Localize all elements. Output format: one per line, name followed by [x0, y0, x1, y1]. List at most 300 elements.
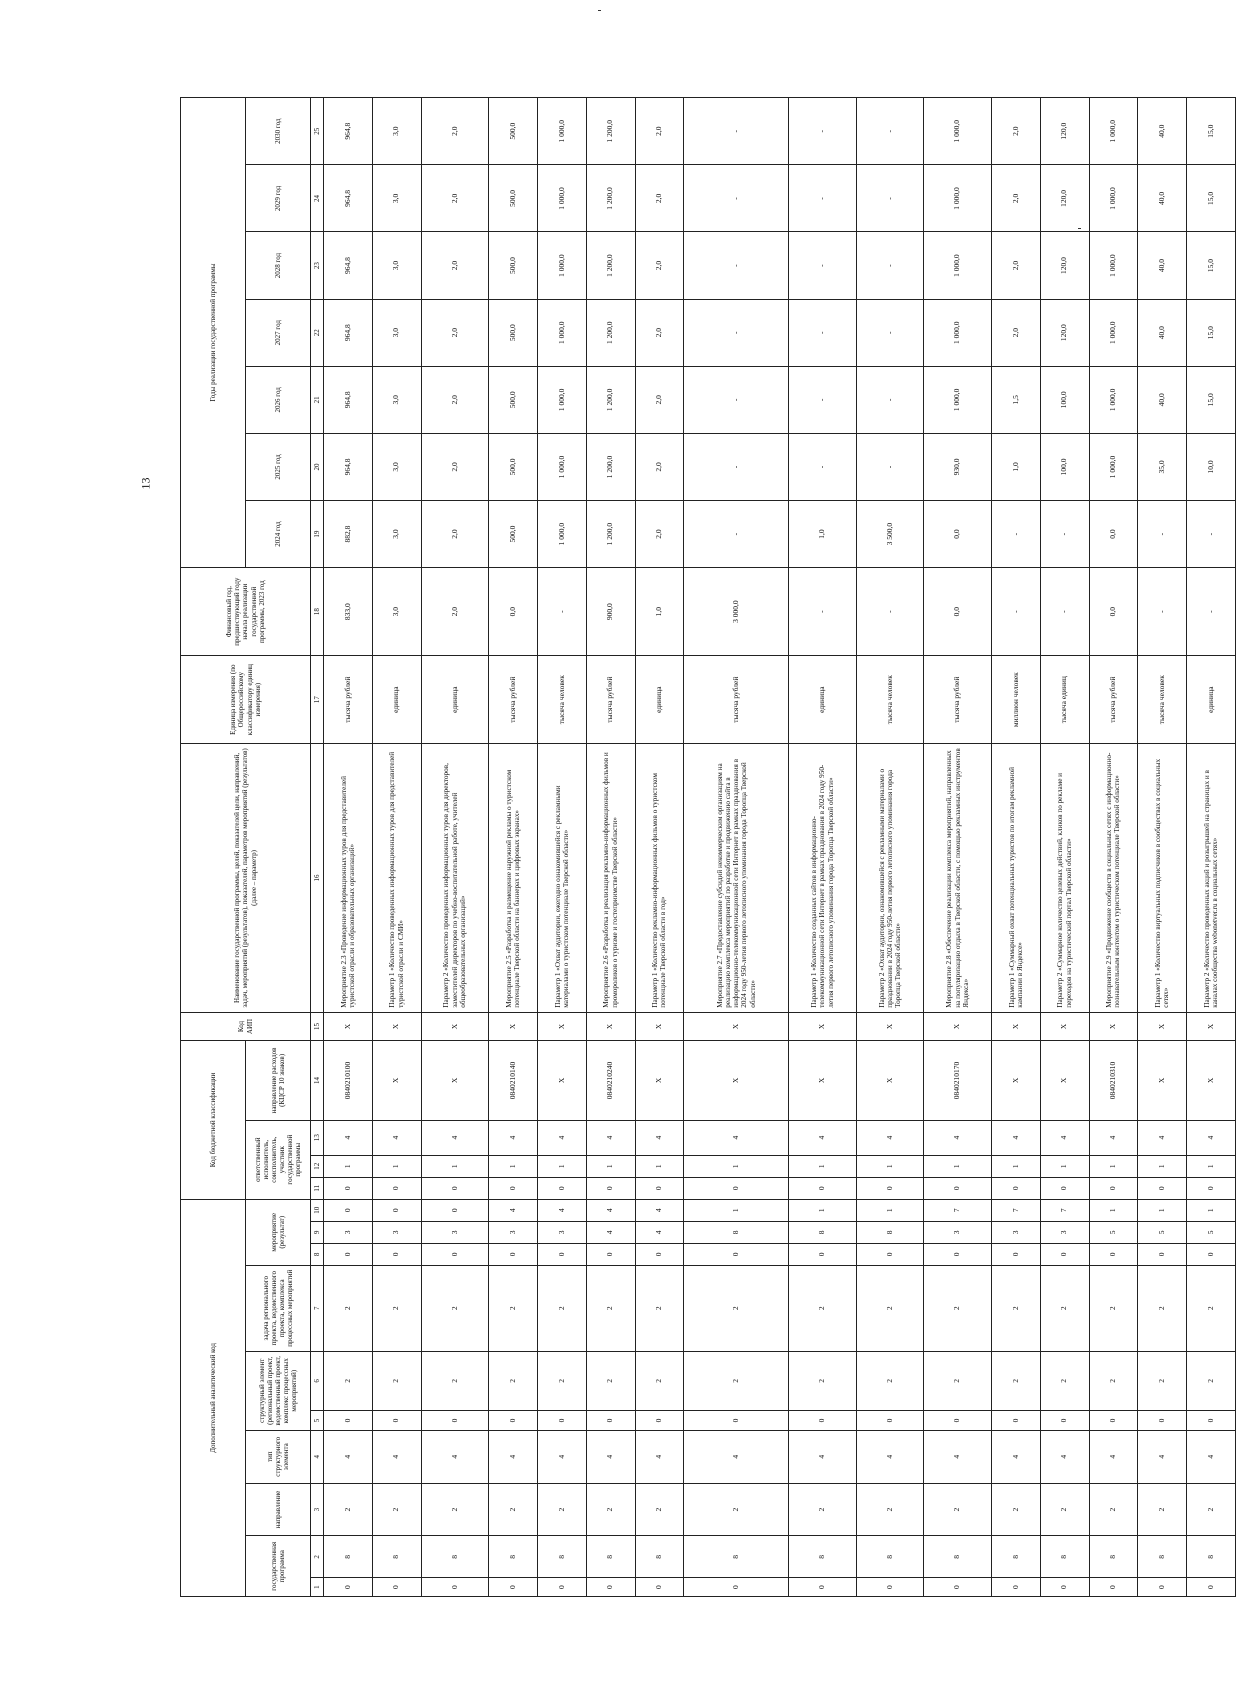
- kcsr-cell: X: [684, 1041, 789, 1120]
- code-cell: 4: [991, 1120, 1040, 1155]
- code-cell: 8: [324, 1536, 373, 1578]
- unit-cell: единица: [372, 656, 421, 744]
- code-cell: 0: [586, 1243, 635, 1265]
- year-value-cell: 964,8: [324, 366, 373, 433]
- column-number: 23: [311, 232, 324, 299]
- table-row: [1089, 98, 1138, 1597]
- unit-cell: единица: [789, 656, 857, 744]
- code-cell: 2: [856, 1265, 924, 1351]
- code-cell: 0: [1040, 1243, 1089, 1265]
- code-cell: 2: [991, 1265, 1040, 1351]
- code-cell: 4: [1089, 1120, 1138, 1155]
- code-cell: 0: [1089, 1177, 1138, 1199]
- year-value-cell: 3,0: [372, 98, 421, 165]
- code-cell: 8: [684, 1221, 789, 1243]
- code-cell: 8: [1040, 1536, 1089, 1578]
- code-cell: 7: [924, 1199, 992, 1221]
- kcsr-cell: X: [1138, 1041, 1187, 1120]
- year-value-cell: 1 000,0: [924, 98, 992, 165]
- year-value-cell: 1 200,0: [586, 165, 635, 232]
- year-value-cell: 2,0: [635, 433, 684, 500]
- code-cell: 0: [489, 1243, 538, 1265]
- code-cell: 0: [421, 1411, 489, 1431]
- column-number: 10: [311, 1199, 324, 1221]
- year-value-cell: 3,0: [372, 299, 421, 366]
- year-value-cell: -: [856, 232, 924, 299]
- table-row: [586, 98, 635, 1597]
- code-cell: 0: [372, 1243, 421, 1265]
- unit-cell: тысяча человек: [1138, 656, 1187, 744]
- table-row: [372, 98, 421, 1597]
- header-unit: Единица измерения (по Общероссийскому классификатору единиц измерения): [181, 656, 311, 744]
- year-value-cell: 500,0: [489, 433, 538, 500]
- code-cell: 4: [324, 1430, 373, 1483]
- year-value-cell: 2,0: [635, 232, 684, 299]
- base-year-cell: -: [856, 568, 924, 656]
- code-cell: 0: [924, 1411, 992, 1431]
- code-cell: 0: [1138, 1177, 1187, 1199]
- column-number: 4: [311, 1430, 324, 1483]
- code-cell: 2: [856, 1483, 924, 1536]
- unit-cell: единица: [421, 656, 489, 744]
- year-value-cell: 1 000,0: [1089, 299, 1138, 366]
- year-value-cell: 15,0: [1187, 299, 1236, 366]
- code-cell: 8: [789, 1221, 857, 1243]
- code-cell: 0: [924, 1578, 992, 1597]
- code-cell: 4: [324, 1120, 373, 1155]
- code-cell: 0: [324, 1199, 373, 1221]
- year-value-cell: 2,0: [635, 366, 684, 433]
- year-value-cell: 15,0: [1187, 366, 1236, 433]
- code-cell: 0: [537, 1243, 586, 1265]
- year-value-cell: 1 000,0: [924, 165, 992, 232]
- header-struct-elem: структурный элемент (региональный проект, ведомственный проект, комплекс процессных мероприятий): [246, 1351, 311, 1430]
- unit-cell: тысяча рублей: [489, 656, 538, 744]
- year-value-cell: -: [789, 366, 857, 433]
- year-value-cell: 882,8: [324, 501, 373, 568]
- code-cell: 4: [1089, 1430, 1138, 1483]
- column-number: 7: [311, 1265, 324, 1351]
- code-cell: 8: [991, 1536, 1040, 1578]
- unit-cell: тысяча человек: [537, 656, 586, 744]
- header-base-year: Финансовый год, предшествующий году начала реализации государственной программы, 2023 год: [181, 568, 311, 656]
- code-cell: 8: [924, 1536, 992, 1578]
- code-cell: 0: [1187, 1243, 1236, 1265]
- year-value-cell: 964,8: [324, 299, 373, 366]
- year-value-cell: 1 000,0: [1089, 232, 1138, 299]
- code-cell: 0: [856, 1578, 924, 1597]
- code-cell: 4: [924, 1120, 992, 1155]
- year-value-cell: 1 200,0: [586, 433, 635, 500]
- code-cell: 2: [1187, 1483, 1236, 1536]
- unit-cell: тысяча рублей: [924, 656, 992, 744]
- year-value-cell: 120,0: [1040, 232, 1089, 299]
- code-cell: 0: [324, 1411, 373, 1431]
- code-cell: 1: [324, 1155, 373, 1177]
- code-cell: 2: [489, 1265, 538, 1351]
- code-cell: 4: [537, 1120, 586, 1155]
- code-cell: 4: [1040, 1120, 1089, 1155]
- code-cell: 2: [684, 1265, 789, 1351]
- row-name-cell: Параметр 1 «Количество проведенных информационных туров для представителей туристской отрасли и СМИ»: [372, 744, 421, 1013]
- code-cell: 2: [324, 1483, 373, 1536]
- code-cell: 0: [586, 1578, 635, 1597]
- base-year-cell: -: [991, 568, 1040, 656]
- kcsr-cell: X: [1040, 1041, 1089, 1120]
- code-cell: 1: [991, 1155, 1040, 1177]
- aip-cell: X: [1089, 1012, 1138, 1041]
- kcsr-cell: 0840210170: [924, 1041, 992, 1120]
- code-cell: 0: [1187, 1411, 1236, 1431]
- column-number: 6: [311, 1351, 324, 1410]
- code-cell: 2: [856, 1351, 924, 1410]
- code-cell: 2: [1040, 1483, 1089, 1536]
- code-cell: 4: [489, 1430, 538, 1483]
- base-year-cell: 0,0: [924, 568, 992, 656]
- aip-cell: X: [421, 1012, 489, 1041]
- code-cell: 8: [1138, 1536, 1187, 1578]
- code-cell: 0: [924, 1243, 992, 1265]
- code-cell: 0: [421, 1199, 489, 1221]
- table-row: [991, 98, 1040, 1597]
- year-value-cell: -: [684, 299, 789, 366]
- table-row: [1187, 98, 1236, 1597]
- header-budget-code: Код бюджетной классификации: [181, 1041, 246, 1199]
- row-name-cell: Параметр 2 «Суммарное количество целевых действий, кликов по рекламе и переходов на туристический портал Тверской области»: [1040, 744, 1089, 1013]
- year-value-cell: 1 200,0: [586, 98, 635, 165]
- year-value-cell: 2,0: [991, 299, 1040, 366]
- column-number: 11: [311, 1177, 324, 1199]
- code-cell: 2: [991, 1351, 1040, 1410]
- code-cell: 8: [789, 1536, 857, 1578]
- row-name-cell: Параметр 1 «Количество рекламно-информационных фильмов о туристском потенциале Тверской области в год»: [635, 744, 684, 1013]
- header-year: 2029 год: [246, 165, 311, 232]
- header-year: 2026 год: [246, 366, 311, 433]
- code-cell: 8: [856, 1221, 924, 1243]
- code-cell: 4: [635, 1120, 684, 1155]
- code-cell: 0: [421, 1578, 489, 1597]
- header-year: 2028 год: [246, 232, 311, 299]
- code-cell: 2: [1138, 1483, 1187, 1536]
- code-cell: 1: [924, 1155, 992, 1177]
- base-year-cell: 2,0: [421, 568, 489, 656]
- year-value-cell: 120,0: [1040, 165, 1089, 232]
- row-name-cell: Параметр 2 «Охват аудитории, ознакомившейся с рекламными материалами о праздновании в 2024 году 950-летия первого летописного упоминания города Торопца Тверской области»: [856, 744, 924, 1013]
- code-cell: 2: [1138, 1265, 1187, 1351]
- code-cell: 0: [856, 1177, 924, 1199]
- unit-cell: тысяча рублей: [1089, 656, 1138, 744]
- code-cell: 2: [537, 1483, 586, 1536]
- header-name: Наименование государственной программы, целей, показателей цели, направлений, задач, мероприятий (результатов), показателей, параметров мероприятий (результатов) (далее – параметр): [181, 744, 311, 1013]
- year-value-cell: -: [684, 98, 789, 165]
- year-value-cell: 1 000,0: [924, 232, 992, 299]
- row-name-cell: Параметр 1 «Охват аудитории, ежегодно ознакомившейся с рекламными материалами о туристском потенциале Тверской области»: [537, 744, 586, 1013]
- code-cell: 0: [1040, 1578, 1089, 1597]
- table-row: [635, 98, 684, 1597]
- aip-cell: X: [856, 1012, 924, 1041]
- code-cell: 2: [1138, 1351, 1187, 1410]
- table-row: [421, 98, 489, 1597]
- code-cell: 3: [421, 1221, 489, 1243]
- year-value-cell: 1 000,0: [537, 232, 586, 299]
- code-cell: 4: [1187, 1120, 1236, 1155]
- program-table: [180, 97, 1236, 1597]
- kcsr-cell: 0840210140: [489, 1041, 538, 1120]
- code-cell: 4: [421, 1120, 489, 1155]
- unit-cell: тысяча рублей: [324, 656, 373, 744]
- code-cell: 0: [635, 1243, 684, 1265]
- code-cell: 1: [684, 1155, 789, 1177]
- year-value-cell: 1 000,0: [537, 165, 586, 232]
- code-cell: 4: [635, 1221, 684, 1243]
- code-cell: 0: [1089, 1578, 1138, 1597]
- code-cell: 4: [372, 1120, 421, 1155]
- row-name-cell: Параметр 2 «Количество проведенных акций и розыгрышей на страницах и в каналах сообщества webonetver.ru в социальных сетях»: [1187, 744, 1236, 1013]
- code-cell: 0: [856, 1411, 924, 1431]
- code-cell: 1: [1089, 1199, 1138, 1221]
- row-name-cell: Мероприятие 2.3 «Проведение информационных туров для представителей туристской отрасли и образовательных организаций»: [324, 744, 373, 1013]
- header-event: мероприятие (результат): [246, 1199, 311, 1265]
- code-cell: 2: [635, 1351, 684, 1410]
- code-cell: 4: [635, 1430, 684, 1483]
- header-year: 2027 год: [246, 299, 311, 366]
- code-cell: 2: [489, 1351, 538, 1410]
- code-cell: 0: [856, 1243, 924, 1265]
- code-cell: 2: [586, 1483, 635, 1536]
- page-number: 13: [138, 477, 153, 490]
- year-value-cell: 0,0: [1089, 501, 1138, 568]
- row-name-cell: Мероприятие 2.7 «Предоставление субсидий некоммерческим организациям на реализацию комплекса мероприятий по разработке и продвижению сайта в информационно-телекоммуникационной сети Интернет в рамках празднования в 2024 году 950-летия первого летописного упоминания города Торопца Тверской области»: [684, 744, 789, 1013]
- year-value-cell: 2,0: [421, 98, 489, 165]
- code-cell: 0: [421, 1243, 489, 1265]
- year-value-cell: 40,0: [1138, 232, 1187, 299]
- year-value-cell: 2,0: [421, 433, 489, 500]
- year-value-cell: 1 200,0: [586, 232, 635, 299]
- year-value-cell: 120,0: [1040, 98, 1089, 165]
- code-cell: 4: [537, 1430, 586, 1483]
- table-row: [324, 98, 373, 1597]
- base-year-cell: -: [537, 568, 586, 656]
- code-cell: 0: [324, 1578, 373, 1597]
- table-row: [1040, 98, 1089, 1597]
- header-additional-code: Дополнительный аналитический код: [181, 1199, 246, 1596]
- code-cell: 4: [684, 1430, 789, 1483]
- code-cell: 8: [489, 1536, 538, 1578]
- year-value-cell: 1 000,0: [924, 299, 992, 366]
- year-value-cell: 3,0: [372, 433, 421, 500]
- kcsr-cell: 0840210240: [586, 1041, 635, 1120]
- code-cell: 2: [1187, 1265, 1236, 1351]
- year-value-cell: -: [856, 366, 924, 433]
- code-cell: 2: [684, 1351, 789, 1410]
- code-cell: 0: [991, 1411, 1040, 1431]
- aip-cell: X: [372, 1012, 421, 1041]
- base-year-cell: -: [1187, 568, 1236, 656]
- year-value-cell: 40,0: [1138, 299, 1187, 366]
- code-cell: 0: [991, 1578, 1040, 1597]
- kcsr-cell: 0840210310: [1089, 1041, 1138, 1120]
- code-cell: 2: [586, 1265, 635, 1351]
- code-cell: 4: [537, 1199, 586, 1221]
- code-cell: 0: [924, 1177, 992, 1199]
- header-year: 2024 год: [246, 501, 311, 568]
- code-cell: 2: [924, 1351, 992, 1410]
- year-value-cell: -: [684, 165, 789, 232]
- year-value-cell: 0,0: [924, 501, 992, 568]
- year-value-cell: 1 200,0: [586, 501, 635, 568]
- aip-cell: X: [1040, 1012, 1089, 1041]
- kcsr-cell: X: [635, 1041, 684, 1120]
- code-cell: 4: [586, 1430, 635, 1483]
- base-year-cell: -: [789, 568, 857, 656]
- code-cell: 0: [537, 1177, 586, 1199]
- year-value-cell: 40,0: [1138, 165, 1187, 232]
- header-task: задача регионального проекта, ведомственного проекта, комплекса процессных мероприятий: [246, 1265, 311, 1351]
- year-value-cell: -: [789, 299, 857, 366]
- code-cell: 1: [537, 1155, 586, 1177]
- year-value-cell: 3,0: [372, 165, 421, 232]
- unit-cell: единица: [1187, 656, 1236, 744]
- code-cell: 0: [1187, 1578, 1236, 1597]
- year-value-cell: -: [789, 165, 857, 232]
- code-cell: 0: [789, 1243, 857, 1265]
- base-year-cell: 3,0: [372, 568, 421, 656]
- code-cell: 2: [1040, 1265, 1089, 1351]
- code-cell: 2: [324, 1351, 373, 1410]
- year-value-cell: -: [856, 299, 924, 366]
- year-value-cell: -: [789, 98, 857, 165]
- base-year-cell: 833,0: [324, 568, 373, 656]
- code-cell: 3: [537, 1221, 586, 1243]
- table-row: [537, 98, 586, 1597]
- year-value-cell: -: [789, 232, 857, 299]
- year-value-cell: 2,0: [991, 98, 1040, 165]
- year-value-cell: 500,0: [489, 366, 538, 433]
- code-cell: 0: [789, 1411, 857, 1431]
- code-cell: 2: [789, 1483, 857, 1536]
- year-value-cell: 2,0: [421, 299, 489, 366]
- code-cell: 4: [856, 1430, 924, 1483]
- code-cell: 0: [1138, 1411, 1187, 1431]
- code-cell: 0: [372, 1177, 421, 1199]
- code-cell: 1: [1089, 1155, 1138, 1177]
- year-value-cell: 930,0: [924, 433, 992, 500]
- unit-cell: миллион человек: [991, 656, 1040, 744]
- year-value-cell: 2,0: [421, 165, 489, 232]
- year-value-cell: 120,0: [1040, 299, 1089, 366]
- year-value-cell: 1 000,0: [537, 299, 586, 366]
- code-cell: 2: [489, 1483, 538, 1536]
- code-cell: 0: [489, 1177, 538, 1199]
- column-number: 21: [311, 366, 324, 433]
- code-cell: 8: [537, 1536, 586, 1578]
- code-cell: 0: [789, 1578, 857, 1597]
- code-cell: 8: [856, 1536, 924, 1578]
- year-value-cell: 2,0: [991, 165, 1040, 232]
- header-years-group: Годы реализации государственной программы: [181, 98, 246, 568]
- code-cell: 2: [1089, 1483, 1138, 1536]
- year-value-cell: 964,8: [324, 433, 373, 500]
- year-value-cell: 2,0: [635, 501, 684, 568]
- year-value-cell: 2,0: [635, 299, 684, 366]
- code-cell: 2: [372, 1351, 421, 1410]
- year-value-cell: 40,0: [1138, 98, 1187, 165]
- header-executor: ответственный исполнитель, соисполнитель, участник государственной программы: [246, 1120, 311, 1199]
- base-year-cell: 1,0: [635, 568, 684, 656]
- year-value-cell: 40,0: [1138, 366, 1187, 433]
- code-cell: 4: [1187, 1430, 1236, 1483]
- year-value-cell: 3,0: [372, 501, 421, 568]
- code-cell: 0: [684, 1177, 789, 1199]
- code-cell: 2: [372, 1483, 421, 1536]
- column-number: 8: [311, 1243, 324, 1265]
- year-value-cell: 1 000,0: [537, 366, 586, 433]
- code-cell: 2: [789, 1265, 857, 1351]
- aip-cell: X: [635, 1012, 684, 1041]
- year-value-cell: -: [1138, 501, 1187, 568]
- code-cell: 1: [489, 1155, 538, 1177]
- scan-speck: [598, 10, 601, 11]
- column-number: 25: [311, 98, 324, 165]
- year-value-cell: 2,0: [421, 366, 489, 433]
- code-cell: 2: [1187, 1351, 1236, 1410]
- code-cell: 2: [421, 1265, 489, 1351]
- code-cell: 4: [421, 1430, 489, 1483]
- code-cell: 5: [1187, 1221, 1236, 1243]
- year-value-cell: 1 000,0: [1089, 433, 1138, 500]
- year-value-cell: 500,0: [489, 299, 538, 366]
- base-year-cell: 900,0: [586, 568, 635, 656]
- code-cell: 1: [789, 1199, 857, 1221]
- base-year-cell: -: [1040, 568, 1089, 656]
- year-value-cell: -: [684, 232, 789, 299]
- column-number: 24: [311, 165, 324, 232]
- code-cell: 8: [421, 1536, 489, 1578]
- year-value-cell: 15,0: [1187, 232, 1236, 299]
- base-year-cell: -: [1138, 568, 1187, 656]
- year-value-cell: 1 000,0: [537, 98, 586, 165]
- code-cell: 0: [324, 1243, 373, 1265]
- kcsr-cell: X: [537, 1041, 586, 1120]
- year-value-cell: 1 200,0: [586, 299, 635, 366]
- code-cell: 4: [924, 1430, 992, 1483]
- code-cell: 2: [421, 1351, 489, 1410]
- code-cell: 2: [537, 1351, 586, 1410]
- code-cell: 1: [684, 1199, 789, 1221]
- header-aip-code: Код АИП: [181, 1012, 311, 1041]
- code-cell: 8: [635, 1536, 684, 1578]
- code-cell: 1: [856, 1155, 924, 1177]
- code-cell: 3: [991, 1221, 1040, 1243]
- code-cell: 2: [924, 1265, 992, 1351]
- column-number: 18: [311, 568, 324, 656]
- year-value-cell: 500,0: [489, 165, 538, 232]
- code-cell: 8: [1089, 1536, 1138, 1578]
- year-value-cell: 15,0: [1187, 165, 1236, 232]
- kcsr-cell: X: [856, 1041, 924, 1120]
- code-cell: 2: [1040, 1351, 1089, 1410]
- aip-cell: X: [1138, 1012, 1187, 1041]
- year-value-cell: 1 000,0: [924, 366, 992, 433]
- row-name-cell: Параметр 2 «Количество проведенных информационных туров для директоров, заместителей директоров по учебно-воспитательной работе, учителей общеобразовательных организаций»: [421, 744, 489, 1013]
- year-value-cell: 1,0: [789, 501, 857, 568]
- code-cell: 3: [372, 1221, 421, 1243]
- code-cell: 5: [1089, 1221, 1138, 1243]
- code-cell: 0: [1138, 1243, 1187, 1265]
- unit-cell: тысяча рублей: [586, 656, 635, 744]
- column-number: 16: [311, 744, 324, 1013]
- code-cell: 3: [1040, 1221, 1089, 1243]
